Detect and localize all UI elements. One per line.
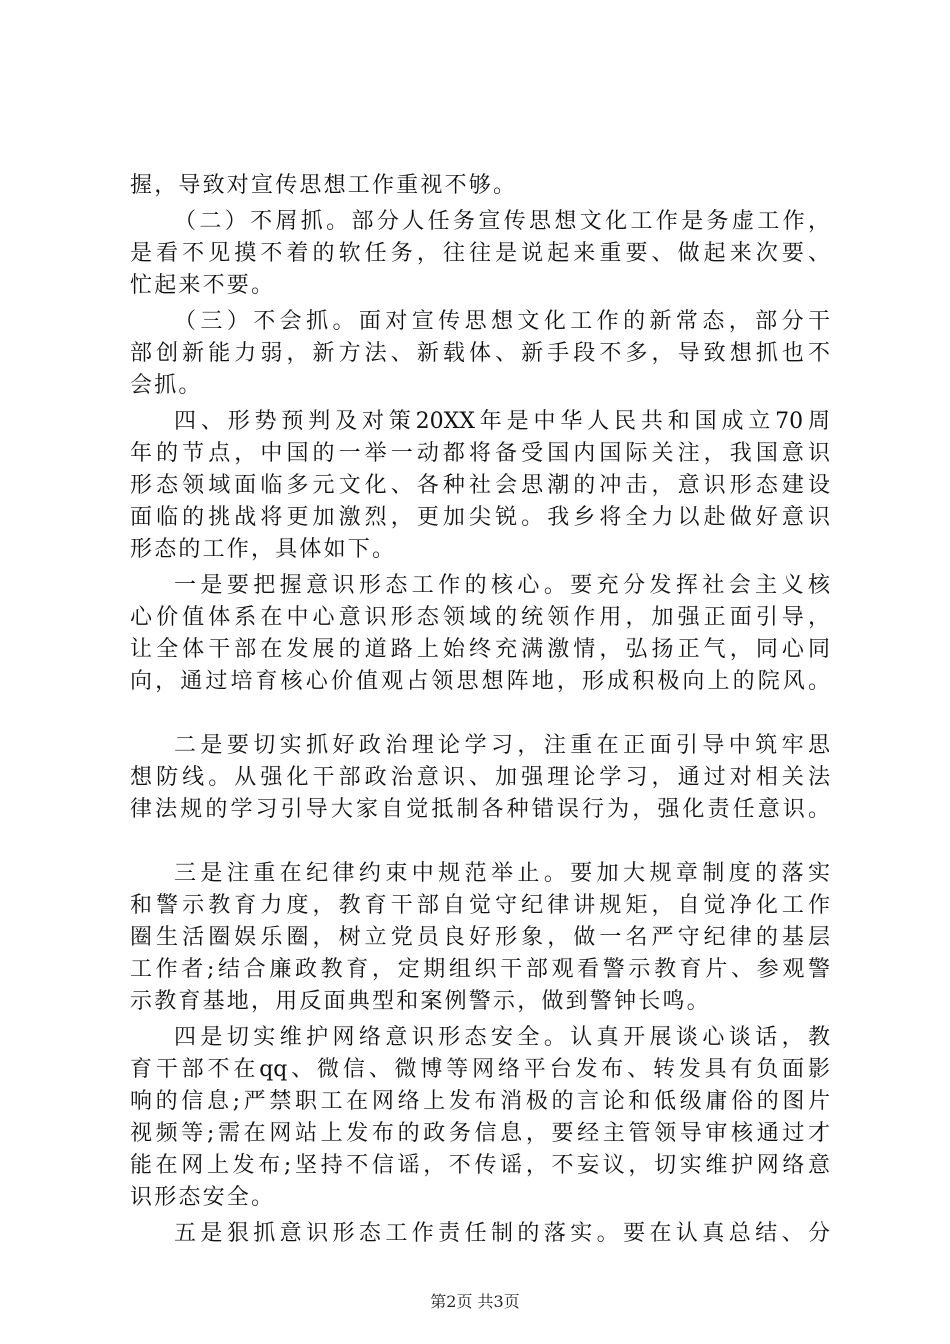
text-line: 四、形势预判及对策20XX年是中华人民共和国成立70周 — [174, 409, 830, 434]
text-line: 心价值体系在中心意识形态领域的统领作用，加强正面引导， — [130, 605, 830, 630]
text-line: 忙起来不要。 — [130, 273, 276, 298]
text-line: 年的节点，中国的一举一动都将备受国内国际关注，我国意识 — [130, 441, 830, 466]
text-line: 和警示教育力度，教育干部自觉守纪律讲规矩，自觉净化工作 — [130, 893, 830, 918]
text-line: 识形态安全。 — [130, 1185, 276, 1210]
text-line: （二）不屑抓。部分人任务宣传思想文化工作是务虚工作， — [174, 209, 830, 234]
text-line: 视频等;需在网站上发布的政务信息，要经主管领导审核通过才 — [130, 1121, 830, 1146]
text-line: 律法规的学习引导大家自觉抵制各种错误行为，强化责任意识。 — [130, 797, 830, 822]
text-line: 是看不见摸不着的软任务，往往是说起来重要、做起来次要、 — [130, 241, 830, 266]
page-footer: 第2页 共3页 — [430, 1292, 520, 1311]
text-line: 育干部不在qq、微信、微博等网络平台发布、转发具有负面影 — [130, 1057, 830, 1082]
text-line: 握，导致对宣传思想工作重视不够。 — [130, 173, 518, 198]
text-line: 工作者;结合廉政教育，定期组织干部观看警示教育片、参观警 — [130, 957, 830, 982]
text-line: 让全体干部在发展的道路上始终充满激情，弘扬正气，同心同 — [130, 637, 830, 662]
text-line: 一是要把握意识形态工作的核心。要充分发挥社会主义核 — [174, 573, 830, 598]
text-line: 向，通过培育核心价值观占领思想阵地，形成积极向上的院风。 — [130, 669, 830, 694]
text-line: 想防线。从强化干部政治意识、加强理论学习，通过对相关法 — [130, 765, 830, 790]
text-line: （三）不会抓。面对宣传思想文化工作的新常态，部分干 — [174, 309, 830, 334]
text-line: 部创新能力弱，新方法、新载体、新手段不多，导致想抓也不 — [130, 341, 830, 366]
text-line: 五是狠抓意识形态工作责任制的落实。要在认真总结、分 — [174, 1221, 830, 1246]
text-line: 会抓。 — [130, 373, 203, 398]
text-line: 三是注重在纪律约束中规范举止。要加大规章制度的落实 — [174, 861, 830, 886]
text-line: 能在网上发布;坚持不信谣，不传谣，不妄议，切实维护网络意 — [130, 1153, 830, 1178]
text-line: 响的信息;严禁职工在网络上发布消极的言论和低级庸俗的图片 — [130, 1089, 830, 1114]
text-line: 四是切实维护网络意识形态安全。认真开展谈心谈话，教 — [174, 1025, 830, 1050]
text-line: 圈生活圈娱乐圈，树立党员良好形象，做一名严守纪律的基层 — [130, 925, 830, 950]
text-line: 形态的工作，具体如下。 — [130, 537, 397, 562]
text-line: 二是要切实抓好政治理论学习，注重在正面引导中筑牢思 — [174, 733, 830, 758]
text-line: 示教育基地，用反面典型和案例警示，做到警钟长鸣。 — [130, 989, 711, 1014]
text-line: 形态领域面临多元文化、各种社会思潮的冲击，意识形态建设 — [130, 473, 830, 498]
text-line: 面临的挑战将更加激烈，更加尖锐。我乡将全力以赴做好意识 — [130, 505, 830, 530]
